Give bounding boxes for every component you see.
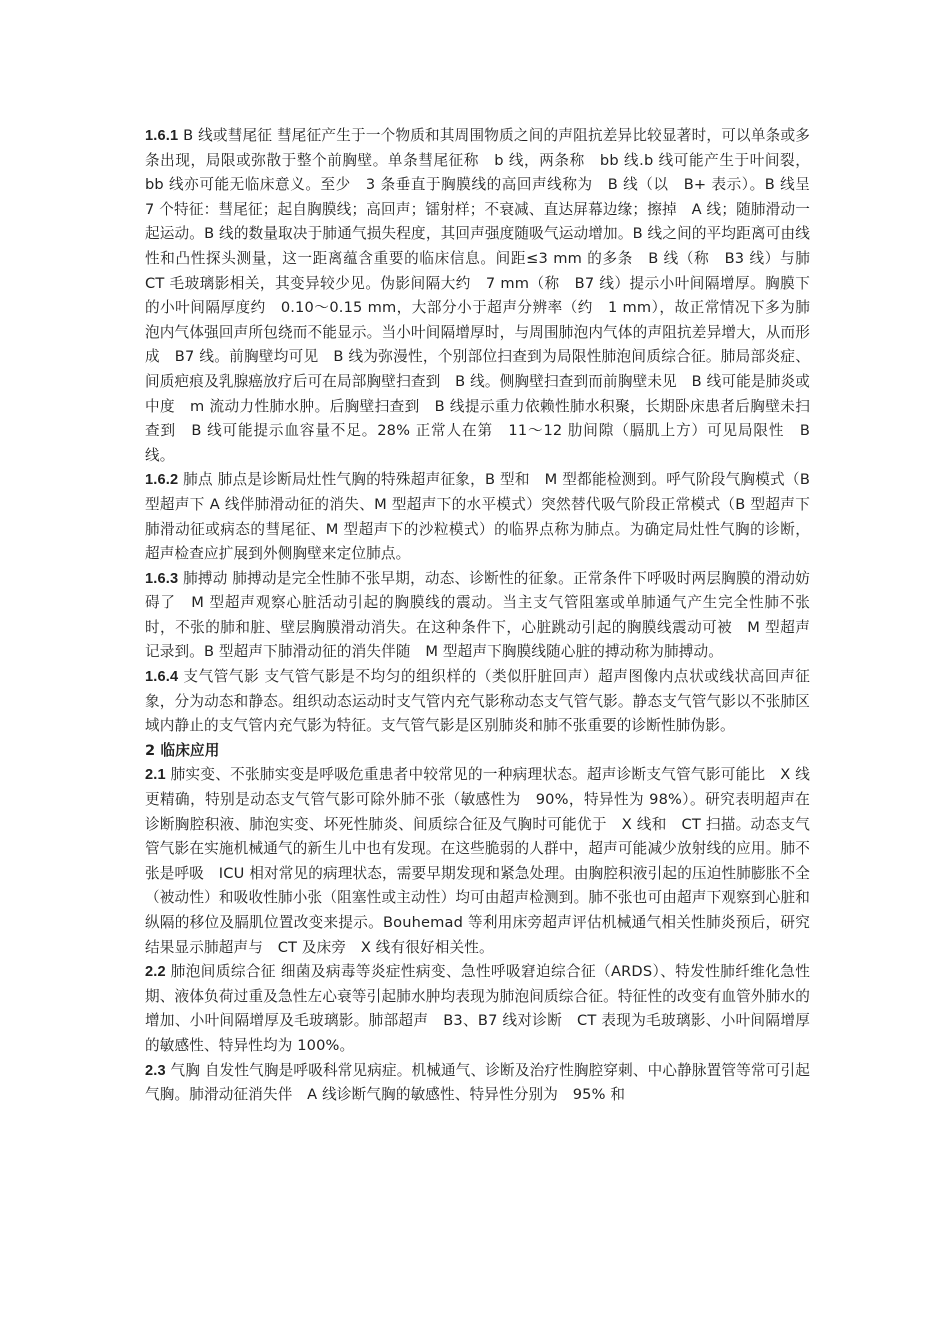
section-text: 肺实变、不张肺实变是呼吸危重患者中较常见的一种病理状态。超声诊断支气管气影可能比 X 线更精确，特别是动态支气管气影可除外肺不张（敏感性为 90%，特异性为 98%）。研究表明超声在诊断胸腔积液、肺泡实变、坏死性肺炎、间质综合征及气胸时可能优于 X 线和 CT 扫描。动态支气管气影在实施机械通气的新生儿中也有发现。在这些脆弱的人群中，超声可能减少放射线的应用。肺不张是呼吸 ICU 相对常见的病理状态，需要早期发现和紧急处理。由胸腔积液引起的压迫性肺膨胀不全（被动性）和吸收性肺小张（阻塞性或主动性）均可由超声检测到。肺不张也可由超声下观察到心脏和纵隔的移位及膈肌位置改变来提示。Bouhemad 等利用床旁超声评估机械通气相关性肺炎预后，研究结果显示肺超声与 CT 及床旁 X 线有很好相关性。 [145,766,810,956]
section-1-6-4 [145,665,810,739]
section-2-2 [145,960,810,1058]
section-1-6-2 [145,468,810,566]
section-1-6-1 [145,124,825,468]
section-1-6-3 [145,567,810,665]
section-heading-clinical-application: 2 临床应用 [145,741,220,759]
section-2-1 [145,763,810,960]
section-number: 2.1 [145,767,166,784]
section-number: 2.2 [145,964,166,981]
section-number: 1.6.4 [145,669,179,686]
section-text: 肺搏动 肺搏动是完全性肺不张早期，动态、诊断性的征象。正常条件下呼吸时两层胸膜的滑动妨碍了 M 型超声观察心脏活动引起的胸膜线的震动。当主支气管阻塞或单肺通气产生完全性肺不张时，不张的肺和脏、壁层胸膜滑动消失。在这种条件下，心脏跳动引起的胸膜线震动可被 M 型超声记录到。B 型超声下肺滑动征的消失伴随 M 型超声下胸膜线随心脏的搏动称为肺搏动。 [145,569,810,661]
section-number: 1.6.2 [145,472,179,489]
section-text: 肺泡间质综合征 细菌及病毒等炎症性病变、急性呼吸窘迫综合征（ARDS）、特发性肺纤维化急性期、液体负荷过重及急性左心衰等引起肺水肿均表现为肺泡间质综合征。特征性的改变有血管外肺水的增加、小叶间隔增厚及毛玻璃影。肺部超声 B3、B7 线对诊断 CT 表现为毛玻璃影、小叶间隔增厚的敏感性、特异性均为 100%。 [145,963,810,1054]
section-number: 1.6.3 [145,570,179,587]
section-2-3 [145,1059,810,1108]
section-text: 支气管气影 支气管气影是不均匀的组织样的（类似肝脏回声）超声图像内点状或线状高回声征象，分为动态和静态。组织动态运动时支气管内充气影称动态支气管气影。静态支气管气影以不张肺区域内静止的支气管内充气影为特征。支气管气影是区别肺炎和肺不张重要的诊断性肺伪影。 [145,668,810,735]
section-number: 1.6.1 [145,128,179,144]
document-body [145,124,825,1108]
section-text: 肺点 肺点是诊断局灶性气胸的特殊超声征象，B 型和 M 型都能检测到。呼气阶段气胸模式（B 型超声下 A 线伴肺滑动征的消失、M 型超声下的水平模式）突然替代吸气阶段正常模式（B 型超声下肺滑动征或病态的彗尾征、M 型超声下的沙粒模式）的临界点称为肺点。为确定局灶性气胸的诊断，超声检查应扩展到外侧胸壁来定位肺点。 [145,471,810,563]
section-text: B 线或彗尾征 彗尾征产生于一个物质和其周围物质之间的声阻抗差异比较显著时，可以单条或多条出现，局限或弥散于整个前胸壁。单条彗尾征称 b 线，两条称 bb 线.b 线可能产生于叶间裂，bb 线亦可能无临床意义。至少 3 条垂直于胸膜线的高回声线称为 B 线（以 B+ 表示）。B 线呈 7 个特征：彗尾征；起自胸膜线；高回声；镭射样；不衰减、直达屏幕边缘；擦掉 A 线；随肺滑动一起运动。B 线的数量取决于肺通气损失程度，其回声强度随吸气运动增加。B 线之间的平均距离可由线性和凸性探头测量，这一距离蕴含重要的临床信息。间距≤3 mm 的多条 B 线（称 B3 线）与肺 CT 毛玻璃影相关，其变异较少见。伪影间隔大约 7 mm（称 B7 线）提示小叶间隔增厚。胸膜下的小叶间隔厚度约 0.10～0.15 mm，大部分小于超声分辨率（约 1 mm），故正常情况下多为肺泡内气体强回声所包绕而不能显示。当小叶间隔增厚时，与周围肺泡内气体的声阻抗差异增大，从而形成 B7 线。前胸壁均可见 B 线为弥漫性，个别部位扫查到为局限性肺泡间质综合征。肺局部炎症、间质疤痕及乳腺癌放疗后可在局部胸壁扫查到 B 线。侧胸壁扫查到而前胸壁未见 B 线可能是肺炎或中度 m 流动力性肺水肿。后胸壁扫查到 B 线提示重力依赖性肺水积聚，长期卧床患者后胸壁未扫查到 B 线可能提示血容量不足。28% 正常人在第 11～12 肋间隙（膈肌上方）可见局限性 B 线。 [145,127,825,464]
section-number: 2.3 [145,1062,166,1079]
section-text: 气胸 自发性气胸是呼吸科常见病症。机械通气、诊断及治疗性胸腔穿刺、中心静脉置管等常可引起气胸。肺滑动征消失伴 A 线诊断气胸的敏感性、特异性分别为 95% 和 [145,1061,810,1104]
